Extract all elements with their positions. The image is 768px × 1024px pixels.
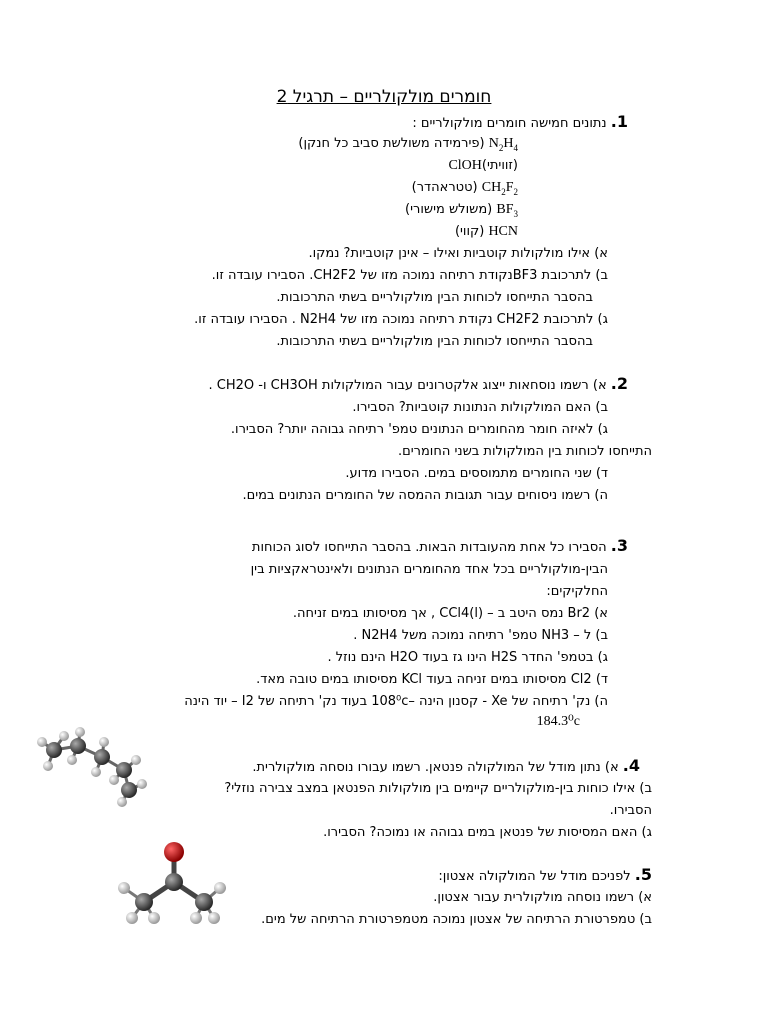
q1-part-b-line1: ב) לתרכובת BF3נקודת רתיחה נמוכה מזו של CH2F2. הסבירו עובדה זו. (211, 268, 608, 283)
compound-shape: (טטראהדר) (411, 180, 478, 195)
q1-intro-line (412, 111, 628, 135)
q3-part-b: ב) ל – NH3 טמפ' רתיחה נמוכה משל N2H4 . (353, 628, 608, 643)
q4-line-a (252, 755, 640, 779)
q1-number: 1. (610, 112, 628, 131)
q1-part-b-line2: בהסבר התייחסו לכוחות הבין מולקולריים בשתי התרכובות. (276, 290, 593, 305)
q5-part-a: א) רשמו נוסחה מולקולרית עבור אצטון. (433, 890, 652, 905)
compound-formula-n2h4: $N_2H_4$ (488, 136, 518, 153)
q5-part-b: ב) טמפרטורת הרתיחה של אצטון נמוכה מטמפרטורת הרתיחה של מים. (261, 912, 652, 927)
compound-shape: (משולש מישורי) (405, 202, 493, 217)
q2-part-c-line1: ג) לאיזה חומר מהחומרים הנתונים טמפ' רתיחה גבוהה יותר? הסבירו. (230, 422, 608, 437)
q2-part-d: ד) שני החומרים מתמוססים במים. הסבירו מדוע. (345, 466, 608, 481)
q2-line-a (209, 373, 629, 397)
q2-part-a: א) רשמו נוסחאות ייצוג אלקטרונים עבור המולקולות CH3OH ו- CH2O . (208, 378, 607, 393)
q1-part-c-line1: ג) לתרכובת CH2F2 נקודת רתיחה נמוכה מזו של N2H4 . הסבירו עובדה זו. (194, 312, 608, 327)
q4-part-b-line2: הסבירו. (609, 803, 652, 818)
q2-number: 2. (610, 374, 628, 393)
q3-number: 3. (610, 536, 628, 555)
pentane-model-image (32, 722, 152, 812)
q1-intro: נתונים חמישה חומרים מולקולריים : (412, 116, 607, 131)
q5-intro-line (438, 864, 652, 888)
q5-number: 5. (634, 865, 652, 884)
q1-compound-2 (448, 155, 518, 177)
q3-intro-text-1: הסבירו כל אחת מהעובדות הבאות. בהסבר התייחסו לסוג הכוחות (251, 540, 607, 555)
q3-part-a: א) Br2 נמס היטב ב – CCl4(l) , אך מסיסותו במים זניחה. (292, 606, 608, 621)
compound-shape: (זוויתי) (481, 158, 518, 173)
compound-formula-hcn: HCN (488, 224, 518, 239)
q3-part-e-line1: ה) נק' רתיחה של Xe - קסנון הינה –108⁰c בעוד נק' רתיחה של I2 – יוד הינה (184, 694, 608, 709)
q1-part-c-line2: בהסבר התייחסו לכוחות הבין מולקולריים בשתי התרכובות. (276, 334, 593, 349)
q3-part-e-line2: 184.3⁰c (536, 714, 580, 729)
q2-part-e: ה) רשמו ניסוחים עבור תגובות ההמסה של החומרים הנתונים במים. (242, 488, 608, 503)
q3-intro-line1 (252, 535, 628, 559)
q1-compound-5 (455, 221, 518, 243)
q5-intro: לפניכם מודל של המולקולה אצטון: (438, 869, 631, 884)
q2-part-b: ב) האם המולקולות הנתונות קוטביות? הסבירו. (352, 400, 608, 415)
q3-intro-line2: הבין-מולקולריים בכל אחד מהחומרים הנתונים ולאינטראקציות בין (250, 562, 608, 577)
q4-part-b-line1: ב) אילו כוחות בין-מולקולריים קיימים בין מולקולות הפנטאן במצב צבירה נוזלי? (224, 781, 652, 796)
q4-part-a: א) נתון מודל של המולקולה פנטאן. רשמו עבורו נוסחה מולקולרית. (252, 760, 619, 775)
q2-part-c-line2: התייחסו לכוחות בין המולקולות בשני החומרים. (397, 444, 652, 459)
q1-part-a: א) אילו מולקולות קוטביות ואילו – אינן קוטביות? נמקו. (308, 246, 608, 261)
q3-intro-line3: החלקיקים: (546, 584, 608, 599)
compound-formula-bf3: $BF_3$ (496, 202, 518, 219)
acetone-model-image (110, 838, 240, 928)
q4-part-c: ג) האם המסיסות של פנטאן במים גבוהה או נמוכה? הסבירו. (323, 825, 652, 840)
q3-part-c: ג) בטמפ' החדר H2S הינו גז בעוד H2O הינם נוזל . (327, 650, 608, 665)
compound-formula-ch2f2: $CH_2F_2$ (481, 180, 518, 197)
compound-shape: (קווי) (454, 224, 485, 239)
q3-part-d: ד) Cl2 מסיסותו במים זניחה בעוד KCl מסיסותו במים טובה מאד. (256, 672, 608, 687)
page-title: חומרים מולקולריים – תרגיל 2 (276, 87, 492, 107)
q4-number: 4. (622, 756, 640, 775)
compound-formula-cloh: ClOH (448, 158, 482, 173)
compound-shape: (פירמידה משולשת סביב כל חנקן) (298, 136, 485, 151)
